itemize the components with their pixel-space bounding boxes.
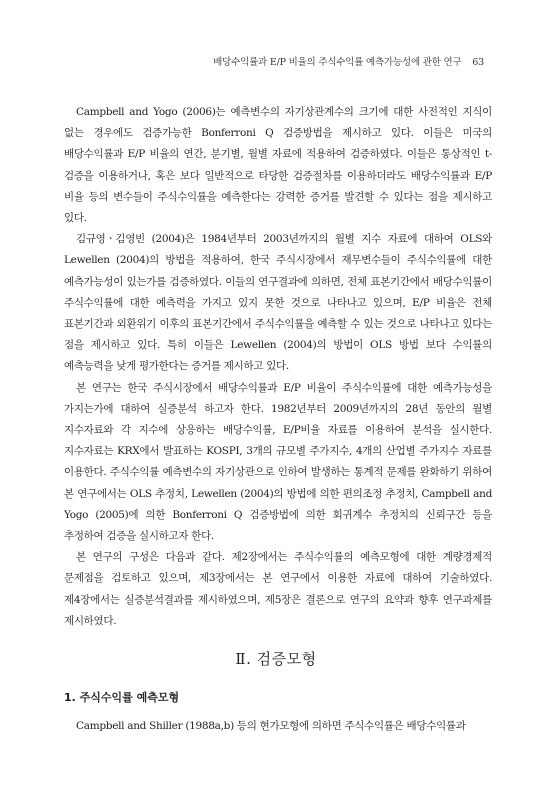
paragraph-kim-kim: 김규영ㆍ김영빈 (2004)은 1984년부터 2003년까지의 월별 지수 자료에 대하여 OLS와 Lewellen (2004)의 방법을 적용하여, 한국 주식시장에서 재무변수들이 주식수익률에 대한 예측가능성이 있는가를 검증하였다. 이들의 연구결과에 의하면, 전체 표본기간에서 배당수익률이 주식수익률에 대한 예측력을 가지고 있지 못한 것으로 나타나고 있으며, E/P 비율은 전체 표본기간과 외환위기 이후의 표본기간에서 주식수익률을 예측할 수 있는 것으로 나타나고 있다는 점을 제시하고 있다. 특히 이들은 Lewellen (2004)의 방법이 OLS 방법 보다 수익률의 예측능력을 낮게 평가한다는 증거를 제시하고 있다. — [64, 233, 492, 373]
body-text-continued — [64, 716, 492, 737]
section-title: Ⅱ. 검증모형 — [235, 650, 317, 668]
paragraph-this-study: 본 연구는 한국 주식시장에서 배당수익률과 E/P 비율이 주식수익률에 대한 예측가능성을 가지는가에 대하여 실증분석 하고자 한다. 1982년부터 2009년까지의 28년 동안의 월별 지수자료와 각 지수에 상응하는 배당수익률, E/P비율 자료를 이용하여 분석을 실시한다. 지수자료는 KRX에서 발표하는 KOSPI, 3개의 규모별 주가지수, 4개의 산업별 주가지수 자료를 이용한다. 주식수익률 예측변수의 자기상관으로 인하여 발생하는 통계적 문제를 완화하기 위하여 본 연구에서는 OLS 추정치, Lewellen (2004)의 방법에 의한 편의조정 추정치, Campbell and Yogo (2005)에 의한 Bonferroni Q 검증방법에 의한 회귀계수 추정치의 신뢰구간 등을 추정하여 검증을 실시하고자 한다. — [64, 381, 492, 543]
body-text — [64, 102, 492, 632]
paragraph-structure: 본 연구의 구성은 다음과 같다. 제2장에서는 주식수익률의 예측모형에 대한 계량경제적 문제점을 검토하고 있으며, 제3장에서는 본 연구에서 이용한 자료에 대하여 기술하였다. 제4장에서는 실증분석결과를 제시하였으며, 제5장은 결론으로 연구의 요약과 향후 연구과제를 제시하였다. — [64, 551, 492, 627]
page-number: 63 — [472, 57, 484, 68]
paragraph-campbell-yogo: Campbell and Yogo (2006)는 예측변수의 자기상관계수의 크기에 대한 사전적인 지식이 없는 경우에도 검증가능한 Bonferroni Q 검증방법을 제시하고 있다. 이들은 미국의 배당수익률과 E/P 비율의 연간, 분기별, 월별 자료에 적용하여 검증하였다. 이들은 통상적인 t-검증을 이용하거나, 혹은 보다 일반적으로 타당한 검증절차를 이용하더라도 배당수익률과 E/P 비율 등의 변수들이 주식수익률을 예측한다는 강력한 증거를 발견할 수 있다는 점을 제시하고 있다. — [64, 106, 492, 225]
paragraph-campbell-shiller: Campbell and Shiller (1988a,b) 등의 현가모형에 의하면 주식수익률은 배당수익률과 — [76, 720, 466, 732]
running-header — [213, 54, 484, 68]
subsection-title: 1. 주식수익률 예측모형 — [64, 691, 180, 704]
running-header-title: 배당수익률과 E/P 비율의 주식수익률 예측가능성에 관한 연구 — [213, 57, 462, 68]
